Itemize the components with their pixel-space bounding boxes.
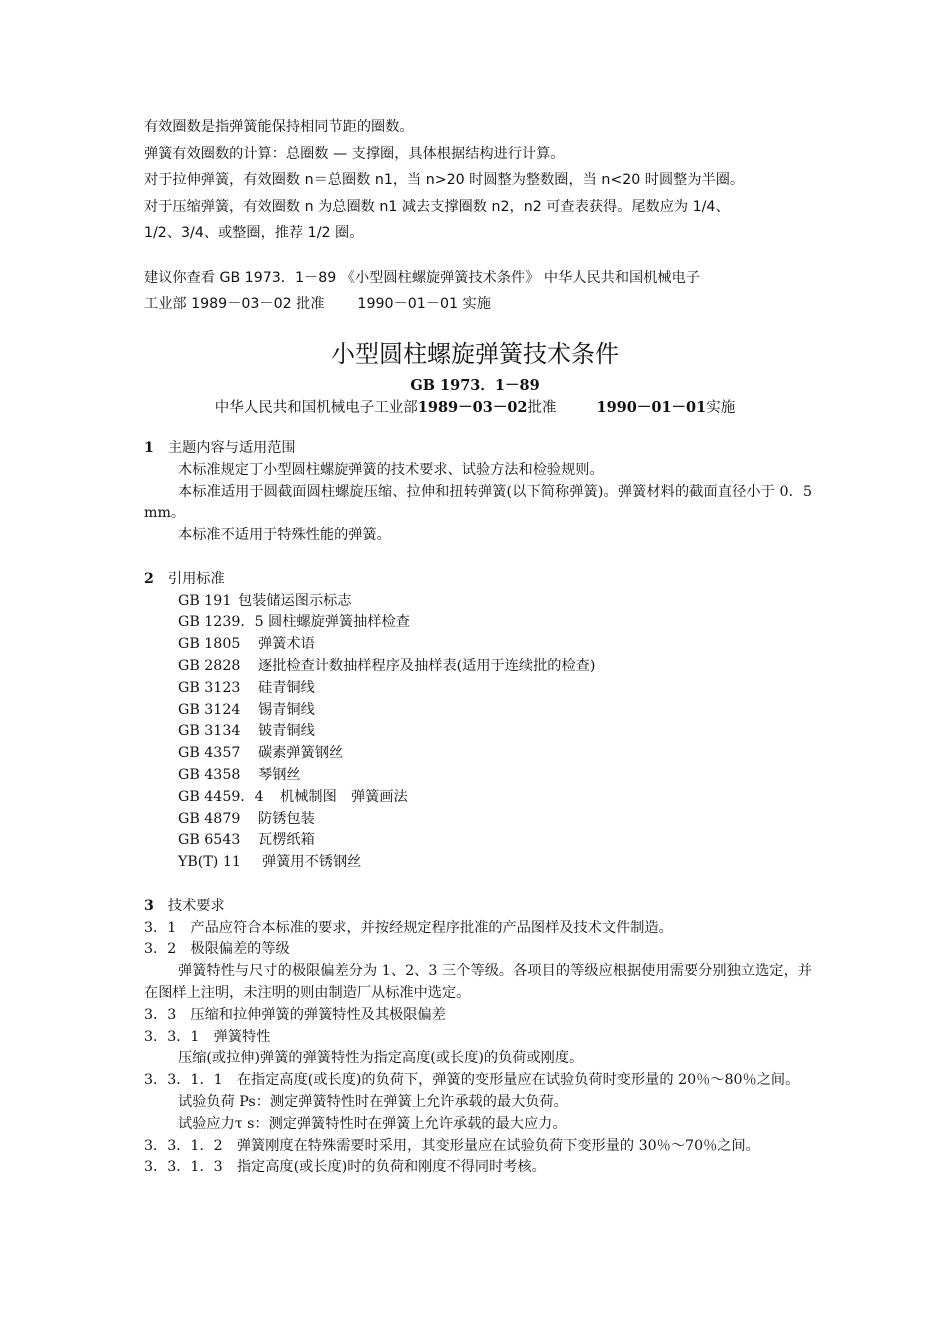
paragraph: 试验应力τ s：测定弹簧特性时在弹簧上允许承载的最大应力。 <box>178 1115 567 1132</box>
section-number: 3 <box>144 897 154 914</box>
clause: 3．3 压缩和拉伸弹簧的弹簧特性及其极限偏差 <box>144 1006 446 1023</box>
clause: 3．3．1．3 指定高度(或长度)时的负荷和刚度不得同时考核。 <box>144 1159 546 1176</box>
ref-name: 逐批检查计数抽样程序及抽样表(适用于连续批的检查) <box>258 657 596 674</box>
ref-code: GB 1239．5 <box>178 614 264 631</box>
reference-item <box>144 634 812 656</box>
reference-item <box>144 809 812 831</box>
impl-date: 1990－01－01 <box>596 399 707 416</box>
ref-name: 瓦楞纸箱 <box>258 832 315 849</box>
ref-code: GB 4357 <box>178 745 241 762</box>
section-title: 主题内容与适用范围 <box>167 440 296 456</box>
reference-item <box>144 656 812 678</box>
section-heading <box>144 569 812 591</box>
intro-line: 弹簧有效圈数的计算：总圈数 — 支撑圈，具体根据结构进行计算。 <box>144 145 565 162</box>
approve-date: 1989－03－02 <box>417 399 528 416</box>
section-title: 技术要求 <box>167 897 225 914</box>
ref-name: 锡青铜线 <box>258 701 315 718</box>
ref-code: GB 191 <box>178 592 232 609</box>
standard-number-text: GB 1973．1－89 <box>410 377 540 394</box>
ref-name: 铍青铜线 <box>258 723 315 740</box>
approval-line <box>0 397 950 419</box>
intro-line: 对于拉伸弹簧，有效圈数 n＝总圈数 n1，当 n>20 时圆整为整数圈，当 n<20 时圆整为半圈。 <box>144 172 745 188</box>
reference-item <box>144 765 812 787</box>
ref-code: GB 4879 <box>178 810 241 827</box>
ref-code: GB 4358 <box>178 766 241 783</box>
clause: 3．3．1．1 在指定高度(或长度)的负荷下，弹簧的变形量应在试验负荷时变形量的 20％～80％之间。 <box>144 1072 800 1089</box>
paragraph: 本标准适用于圆截面圆柱螺旋压缩、拉伸和扭转弹簧(以下简称弹簧)。弹簧材料的截面直径小于 0．5 mm。 <box>144 483 812 522</box>
reference-note: 建议你查看 GB 1973．1－89 《小型圆柱螺旋弹簧技术条件》 中华人民共和国机械电子 <box>144 269 700 286</box>
intro-line: 对于压缩弹簧，有效圈数 n 为总圈数 n1 减去支撑圈数 n2，n2 可查表获得。尾数应为 1/4、 <box>144 198 730 215</box>
section-title: 引用标准 <box>167 570 225 587</box>
paragraph: 木标准规定丁小型圆柱螺旋弹簧的技术要求、试验方法和检验规则。 <box>178 461 604 478</box>
ref-name: 碳素弹簧钢丝 <box>258 745 344 762</box>
clause: 3．3．1．2 弹簧刚度在特殊需要时采用，其变形量应在试验负荷下变形量的 30％～70％之间。 <box>144 1137 760 1154</box>
ref-name: 硅青铜线 <box>258 679 315 696</box>
reference-item <box>144 612 812 634</box>
ref-name: 琴钢丝 <box>258 766 301 783</box>
reference-item <box>144 591 812 613</box>
reference-item <box>144 830 812 852</box>
reference-note: 工业部 1989－03－02 批准 1990－01－01 实施 <box>144 296 491 312</box>
reference-item <box>144 678 812 700</box>
standard-number <box>0 375 950 397</box>
section-heading <box>144 896 812 918</box>
intro-line: 有效圈数是指弹簧能保持相同节距的圈数。 <box>144 119 414 135</box>
ref-name: 机械制图 弹簧画法 <box>280 788 408 805</box>
ref-code: GB 3123 <box>178 679 241 696</box>
clause: 3．3．1 弹簧特性 <box>144 1028 271 1045</box>
ref-code: GB 1805 <box>178 636 241 653</box>
paragraph: 试验负荷 Ps：测定弹簧特性时在弹簧上允许承载的最大负荷。 <box>178 1093 568 1110</box>
paragraph: 本标准不适用于特殊性能的弹簧。 <box>178 527 391 544</box>
ref-code: YB(T) 11 <box>178 854 241 871</box>
impl-label: 实施 <box>706 400 736 416</box>
ref-code: GB 6543 <box>178 832 241 849</box>
reference-item <box>144 700 812 722</box>
section-number: 2 <box>144 570 154 587</box>
clause: 3．1 产品应符合本标准的要求，并按经规定程序批准的产品图样及技术文件制造。 <box>144 919 673 936</box>
ministry-name: 中华人民共和国机械电子工业部 <box>214 400 418 416</box>
paragraph: 压缩(或拉伸)弹簧的弹簧特性为指定高度(或长度)的负荷或刚度。 <box>178 1050 584 1067</box>
ref-name: 防锈包装 <box>258 810 315 827</box>
reference-item <box>144 852 812 874</box>
intro-text <box>144 114 814 318</box>
ref-name: 弹簧术语 <box>258 636 315 653</box>
section-heading <box>144 438 812 460</box>
ref-code: GB 3134 <box>178 723 241 740</box>
ref-code: GB 2828 <box>178 657 241 674</box>
ref-name: 弹簧用不锈钢丝 <box>262 854 362 871</box>
reference-item <box>144 787 812 809</box>
ref-name: 包装储运图示标志 <box>238 592 352 609</box>
document-body <box>144 438 812 1179</box>
document-title: 小型圆柱螺旋弹簧技术条件 <box>331 340 619 368</box>
ref-code: GB 4459．4 <box>178 788 264 805</box>
paragraph: 弹簧特性与尺寸的极限偏差分为 1、2、3 三个等级。各项目的等级应根据使用需要分别独立选定，并在图样上注明，未注明的则由制造厂从标准中选定。 <box>144 963 812 1001</box>
clause: 3．2 极限偏差的等级 <box>144 941 290 958</box>
intro-line: 1/2、3/4、或整圈，推荐 1/2 圈。 <box>144 225 364 241</box>
ref-code: GB 3124 <box>178 701 241 718</box>
section-number: 1 <box>144 440 154 456</box>
approve-label: 批准 <box>527 400 557 416</box>
ref-name: 圆柱螺旋弹簧抽样检查 <box>268 614 410 631</box>
reference-item <box>144 721 812 743</box>
reference-item <box>144 743 812 765</box>
